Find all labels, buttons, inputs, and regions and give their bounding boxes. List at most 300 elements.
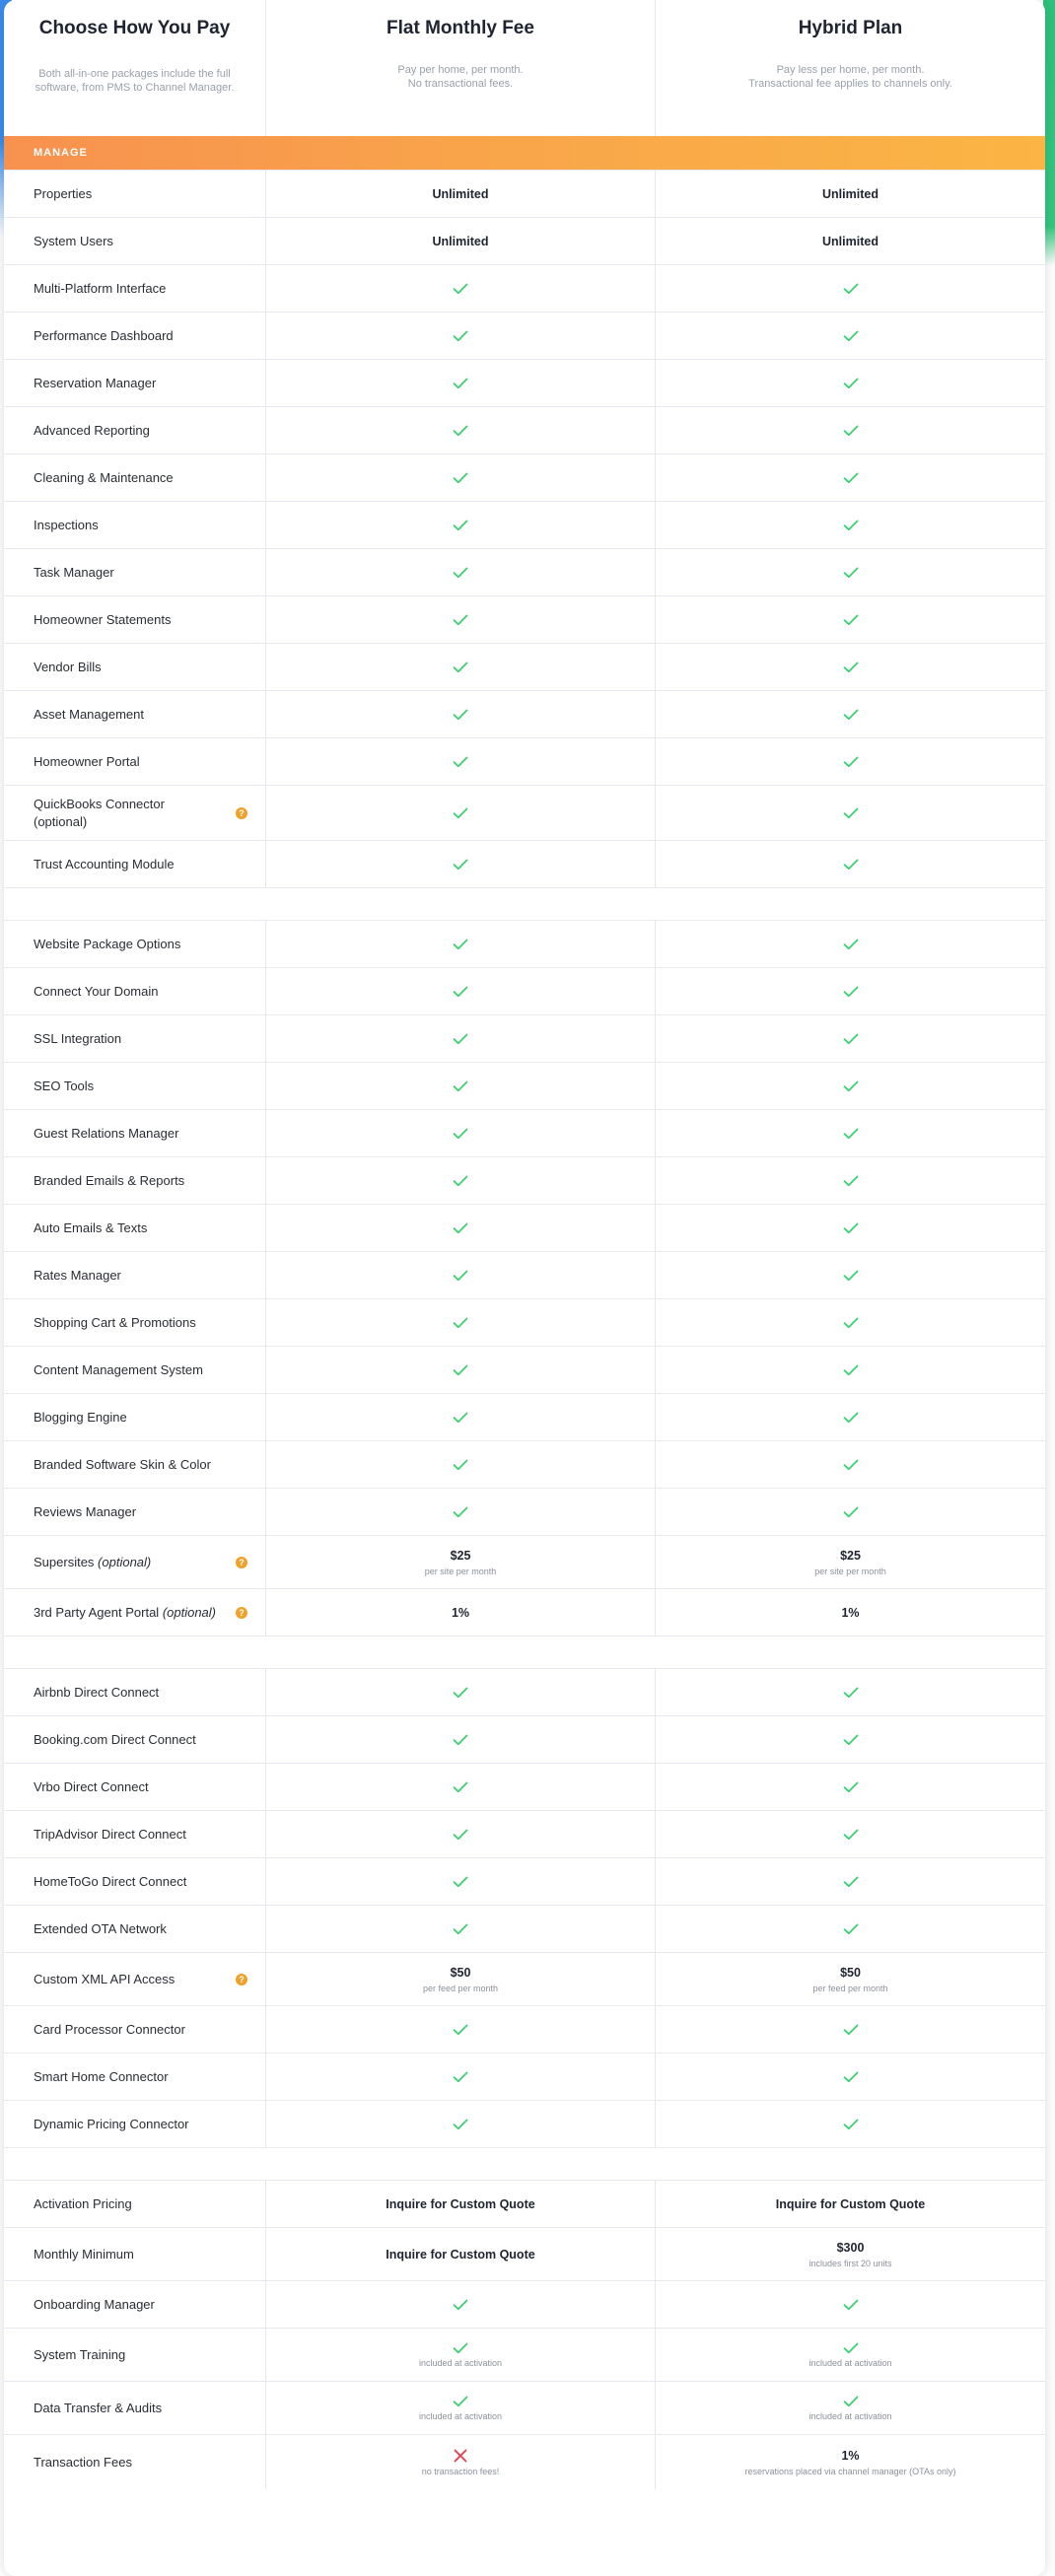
feature-label-cell [4,921,265,967]
flat-monthly-value-cell [265,738,655,785]
check-icon [453,807,468,819]
hybrid-value-cell [655,407,1045,453]
check-icon [843,1506,859,1518]
hybrid-value-cell [655,2281,1045,2328]
check-icon [843,1876,859,1888]
feature-label-cell [4,2435,265,2489]
feature-label: Airbnb Direct Connect [34,1685,160,1700]
feature-row-reservation-manager [4,359,1045,406]
hybrid-value-cell [655,841,1045,887]
feature-label-cell [4,2006,265,2053]
check-icon [453,939,468,950]
feature-row-smart-home-connector [4,2053,1045,2100]
hybrid-value-cell [655,2382,1045,2434]
feature-label-cell [4,1063,265,1109]
feature-row-multi-platform-interface [4,264,1045,312]
feature-label-cell [4,1536,265,1588]
check-icon [453,2396,468,2407]
hybrid-value-cell [655,1394,1045,1440]
check-icon [453,1317,468,1329]
feature-row-data-transfer-audits [4,2381,1045,2434]
flat-monthly-value-cell [265,968,655,1014]
check-icon [453,283,468,295]
feature-label: Homeowner Portal [34,754,140,769]
info-icon[interactable]: ? [236,807,247,819]
flat-monthly-value-cell [265,1015,655,1062]
info-icon[interactable]: ? [236,1557,247,1568]
check-icon [843,2396,859,2407]
check-icon [453,1175,468,1187]
feature-label: Inspections [34,518,99,532]
check-icon [843,283,859,295]
value-text: Unlimited [822,234,879,248]
value-subtext: per feed per month [812,1983,888,1993]
header-title: Choose How You Pay [38,18,231,38]
hybrid-value-cell [655,786,1045,840]
feature-label: Homeowner Statements [34,612,172,627]
check-icon [453,425,468,437]
pricing-header [4,0,1045,136]
value-subtext: includes first 20 units [809,2258,892,2268]
feature-row-hometogo-direct-connect [4,1857,1045,1905]
value-subtext: reservations placed via channel manager (OTAs only) [744,2466,956,2476]
info-icon[interactable]: ? [236,1974,247,1985]
check-icon [453,1080,468,1092]
feature-row-system-users [4,217,1045,264]
feature-row-onboarding-manager [4,2280,1045,2328]
check-icon [453,709,468,721]
feature-label: Custom XML API Access [34,1972,176,1986]
flat-monthly-value-cell [265,1110,655,1156]
check-icon [843,1412,859,1424]
header-subtitle: Both all-in-one packages include the full software, from PMS to Channel Manager. [35,68,235,94]
check-icon [843,2119,859,2130]
check-icon [453,2299,468,2311]
check-icon [843,520,859,531]
value-text: $25 [450,1548,471,1563]
feature-label-cell [4,2101,265,2147]
flat-monthly-value-cell [265,1536,655,1588]
feature-label-cell [4,691,265,737]
section-band-manage: MANAGE [4,136,1045,170]
flat-monthly-value-cell [265,1489,655,1535]
feature-row-advanced-reporting [4,406,1045,453]
feature-row-vendor-bills [4,643,1045,690]
check-icon [843,2299,859,2311]
feature-label-cell [4,1906,265,1952]
check-icon [843,986,859,998]
flat-monthly-value-cell [265,1811,655,1857]
hybrid-value-cell [655,644,1045,690]
check-icon [843,1128,859,1140]
feature-label: Multi-Platform Interface [34,281,167,296]
check-icon [843,1364,859,1376]
feature-row-dynamic-pricing-connector [4,2100,1045,2147]
check-icon [843,567,859,579]
feature-row-shopping-cart-promotions [4,1298,1045,1346]
check-icon [453,661,468,673]
hybrid-value-cell [655,1811,1045,1857]
hybrid-value-cell [655,968,1045,1014]
feature-label: Auto Emails & Texts [34,1220,148,1235]
check-icon [843,1734,859,1746]
feature-label-cell [4,1589,265,1636]
feature-label-cell [4,2382,265,2434]
feature-row-activation-pricing [4,2180,1045,2227]
check-icon [843,614,859,626]
feature-label-cell [4,2281,265,2328]
check-icon [453,1033,468,1045]
feature-label-cell [4,218,265,264]
check-icon [453,1506,468,1518]
feature-row-properties [4,170,1045,217]
feature-label: Advanced Reporting [34,423,150,438]
check-icon [453,2071,468,2083]
hybrid-value-cell [655,691,1045,737]
hybrid-value-cell [655,502,1045,548]
check-icon [453,1364,468,1376]
feature-row-card-processor-connector [4,2005,1045,2053]
hybrid-value-cell [655,265,1045,312]
check-icon [843,425,859,437]
feature-label: System Users [34,234,113,248]
feature-row-extended-ota-network [4,1905,1045,1952]
feature-row-branded-software-skin-color [4,1440,1045,1488]
feature-label: Reviews Manager [34,1504,137,1519]
hybrid-value-cell [655,1489,1045,1535]
flat-monthly-value-cell [265,2181,655,2227]
feature-label-cell [4,1811,265,1857]
flat-monthly-value-cell [265,1764,655,1810]
plan-title-flat-monthly: Flat Monthly Fee [387,18,534,38]
check-icon [453,1412,468,1424]
feature-label: Trust Accounting Module [34,857,175,871]
check-icon [843,1175,859,1187]
hybrid-value-cell [655,738,1045,785]
feature-label-cell [4,502,265,548]
feature-row-task-manager [4,548,1045,595]
value-text: Inquire for Custom Quote [386,2196,535,2211]
check-icon [453,1687,468,1699]
flat-monthly-value-cell [265,1063,655,1109]
value-text: 1% [841,2448,860,2463]
check-icon [843,1829,859,1841]
feature-label: Properties [34,186,93,201]
value-text: Unlimited [432,234,489,248]
feature-label-cell [4,1489,265,1535]
hybrid-value-cell [655,2435,1045,2489]
hybrid-value-cell [655,1536,1045,1588]
feature-label: Asset Management [34,707,145,722]
feature-label: Cleaning & Maintenance [34,470,174,485]
feature-label-cell [4,1394,265,1440]
feature-label: Website Package Options [34,937,181,951]
value-subtext: per site per month [814,1566,886,1576]
hybrid-value-cell [655,2181,1045,2227]
check-icon [453,567,468,579]
flat-monthly-value-cell [265,502,655,548]
check-icon [453,1128,468,1140]
hybrid-value-cell [655,1063,1045,1109]
hybrid-value-cell [655,313,1045,359]
feature-row-rates-manager [4,1251,1045,1298]
feature-label-optional: (optional) [98,1555,152,1569]
value-text: Inquire for Custom Quote [775,2196,926,2211]
feature-label: SSL Integration [34,1031,122,1046]
flat-monthly-value-cell [265,691,655,737]
check-icon [843,1317,859,1329]
check-icon [843,1080,859,1092]
value-subtext: included at activation [418,2357,503,2368]
flat-monthly-value-cell [265,596,655,643]
hybrid-value-cell [655,549,1045,595]
feature-label-cell [4,596,265,643]
hybrid-value-cell [655,1858,1045,1905]
check-icon [843,1222,859,1234]
feature-row-booking-com-direct-connect [4,1715,1045,1763]
hybrid-value-cell [655,1015,1045,1062]
flat-monthly-value-cell [265,1394,655,1440]
feature-label: Booking.com Direct Connect [34,1732,196,1747]
hybrid-value-cell [655,596,1045,643]
hybrid-value-cell [655,1299,1045,1346]
check-icon [453,2024,468,2036]
check-icon [453,1829,468,1841]
value-subtext: per site per month [424,1566,497,1576]
plan-title-hybrid: Hybrid Plan [798,18,903,38]
check-icon [843,378,859,389]
feature-label-cell [4,738,265,785]
hybrid-value-cell [655,2054,1045,2100]
flat-monthly-value-cell [265,2329,655,2381]
feature-label: QuickBooks Connector (optional) [34,796,165,829]
feature-row-blogging-engine [4,1393,1045,1440]
feature-row-homeowner-statements [4,595,1045,643]
hybrid-value-cell [655,1589,1045,1636]
check-icon [453,1222,468,1234]
value-text: $300 [836,2240,865,2255]
flat-monthly-value-cell [265,2054,655,2100]
hybrid-value-cell [655,1441,1045,1488]
hybrid-value-cell [655,2228,1045,2280]
section-gap [4,887,1045,920]
feature-label: Reservation Manager [34,376,157,390]
check-icon [843,1270,859,1282]
feature-row-connect-your-domain [4,967,1045,1014]
feature-row-airbnb-direct-connect [4,1668,1045,1715]
check-icon [453,378,468,389]
feature-label-cell [4,1015,265,1062]
hybrid-value-cell [655,171,1045,217]
feature-row-auto-emails-texts [4,1204,1045,1251]
hybrid-value-cell [655,1347,1045,1393]
flat-monthly-value-cell [265,313,655,359]
feature-label: HomeToGo Direct Connect [34,1874,187,1889]
check-icon [453,2119,468,2130]
check-icon [843,472,859,484]
check-icon [453,2342,468,2354]
check-icon [453,1781,468,1793]
hybrid-value-cell [655,1157,1045,1204]
feature-row-quickbooks-connector-optional [4,785,1045,840]
feature-label-cell [4,644,265,690]
cross-icon [454,2449,467,2463]
flat-monthly-value-cell [265,1205,655,1251]
feature-label: Vendor Bills [34,660,102,674]
feature-label: Extended OTA Network [34,1921,167,1936]
info-icon[interactable]: ? [236,1607,247,1619]
flat-monthly-value-cell [265,171,655,217]
feature-label: Rates Manager [34,1268,121,1283]
check-icon [843,1923,859,1935]
hybrid-value-cell [655,921,1045,967]
feature-label: Connect Your Domain [34,984,159,999]
hybrid-value-cell [655,1110,1045,1156]
feature-row-reviews-manager [4,1488,1045,1535]
feature-label: Blogging Engine [34,1410,127,1425]
value-text: Inquire for Custom Quote [386,2247,535,2262]
feature-label-wrap [34,1555,151,1569]
feature-label-cell [4,313,265,359]
feature-row-content-management-system [4,1346,1045,1393]
feature-row-performance-dashboard [4,312,1045,359]
feature-label: Vrbo Direct Connect [34,1779,149,1794]
hybrid-value-cell [655,1669,1045,1715]
check-icon [843,807,859,819]
flat-monthly-value-cell [265,1157,655,1204]
flat-monthly-value-cell [265,1669,655,1715]
value-text: 1% [451,1605,470,1620]
check-icon [843,709,859,721]
feature-label: Dynamic Pricing Connector [34,2117,189,2131]
flat-monthly-value-cell [265,786,655,840]
feature-label-wrap [34,1605,216,1620]
feature-label: Branded Emails & Reports [34,1173,185,1188]
value-text: $50 [450,1965,471,1980]
feature-label-cell [4,2228,265,2280]
section-gap [4,2147,1045,2180]
value-subtext: per feed per month [422,1983,499,1993]
feature-row-tripadvisor-direct-connect [4,1810,1045,1857]
check-icon [843,1459,859,1471]
feature-label-cell [4,1953,265,2005]
feature-label: Performance Dashboard [34,328,174,343]
feature-label: Smart Home Connector [34,2069,169,2084]
feature-label-cell [4,407,265,453]
hybrid-value-cell [655,218,1045,264]
flat-monthly-value-cell [265,218,655,264]
hybrid-value-cell [655,1906,1045,1952]
flat-monthly-value-cell [265,1589,655,1636]
check-icon [453,1734,468,1746]
feature-label-cell [4,2329,265,2381]
feature-row-monthly-minimum [4,2227,1045,2280]
feature-label-cell [4,1764,265,1810]
check-icon [453,1459,468,1471]
feature-row-seo-tools [4,1062,1045,1109]
check-icon [843,1687,859,1699]
feature-label-cell [4,1110,265,1156]
plan-subtitle-hybrid: Pay less per home, per month. Transactional fee applies to channels only. [748,64,952,90]
feature-row-asset-management [4,690,1045,737]
feature-label-cell [4,1299,265,1346]
check-icon [453,1923,468,1935]
flat-monthly-value-cell [265,1299,655,1346]
feature-label-cell [4,968,265,1014]
flat-monthly-value-cell [265,2228,655,2280]
feature-label-cell [4,1157,265,1204]
header-col-hybrid [655,0,1045,136]
check-icon [453,614,468,626]
feature-label-cell [4,171,265,217]
header-col-intro [4,0,265,136]
check-icon [843,2342,859,2354]
feature-label-cell [4,786,265,840]
value-text: $50 [840,1965,861,1980]
feature-row-vrbo-direct-connect [4,1763,1045,1810]
feature-label: Transaction Fees [34,2455,132,2470]
flat-monthly-value-cell [265,2435,655,2489]
feature-label-cell [4,2181,265,2227]
feature-label-cell [4,1669,265,1715]
feature-label-cell [4,1858,265,1905]
flat-monthly-value-cell [265,841,655,887]
hybrid-value-cell [655,1205,1045,1251]
check-icon [843,661,859,673]
section-gap [4,1636,1045,1668]
value-text: 1% [841,1605,860,1620]
feature-row-transaction-fees [4,2434,1045,2489]
feature-row-branded-emails-reports [4,1156,1045,1204]
flat-monthly-value-cell [265,1906,655,1952]
feature-label: System Training [34,2347,126,2362]
feature-label: Guest Relations Manager [34,1126,179,1141]
hybrid-value-cell [655,1953,1045,2005]
value-subtext: no transaction fees! [421,2466,500,2476]
check-icon [453,986,468,998]
feature-label: Activation Pricing [34,2196,132,2211]
feature-label: Task Manager [34,565,114,580]
value-subtext: included at activation [809,2410,892,2421]
feature-label: Onboarding Manager [34,2297,155,2312]
flat-monthly-value-cell [265,2382,655,2434]
feature-label-cell [4,841,265,887]
flat-monthly-value-cell [265,360,655,406]
value-text: Unlimited [822,186,879,201]
value-text: Unlimited [432,186,489,201]
check-icon [453,859,468,870]
feature-label-cell [4,1716,265,1763]
feature-label-cell [4,1205,265,1251]
feature-row-system-training [4,2328,1045,2381]
feature-row-cleaning-maintenance [4,453,1045,501]
pricing-comparison-card [4,0,1045,2576]
check-icon [843,2024,859,2036]
feature-row-guest-relations-manager [4,1109,1045,1156]
flat-monthly-value-cell [265,2101,655,2147]
flat-monthly-value-cell [265,644,655,690]
flat-monthly-value-cell [265,1441,655,1488]
check-icon [843,330,859,342]
check-icon [453,330,468,342]
feature-label: Data Transfer & Audits [34,2401,163,2415]
flat-monthly-value-cell [265,454,655,501]
check-icon [843,939,859,950]
hybrid-value-cell [655,1764,1045,1810]
flat-monthly-value-cell [265,549,655,595]
hybrid-value-cell [655,1716,1045,1763]
feature-row-ssl-integration [4,1014,1045,1062]
